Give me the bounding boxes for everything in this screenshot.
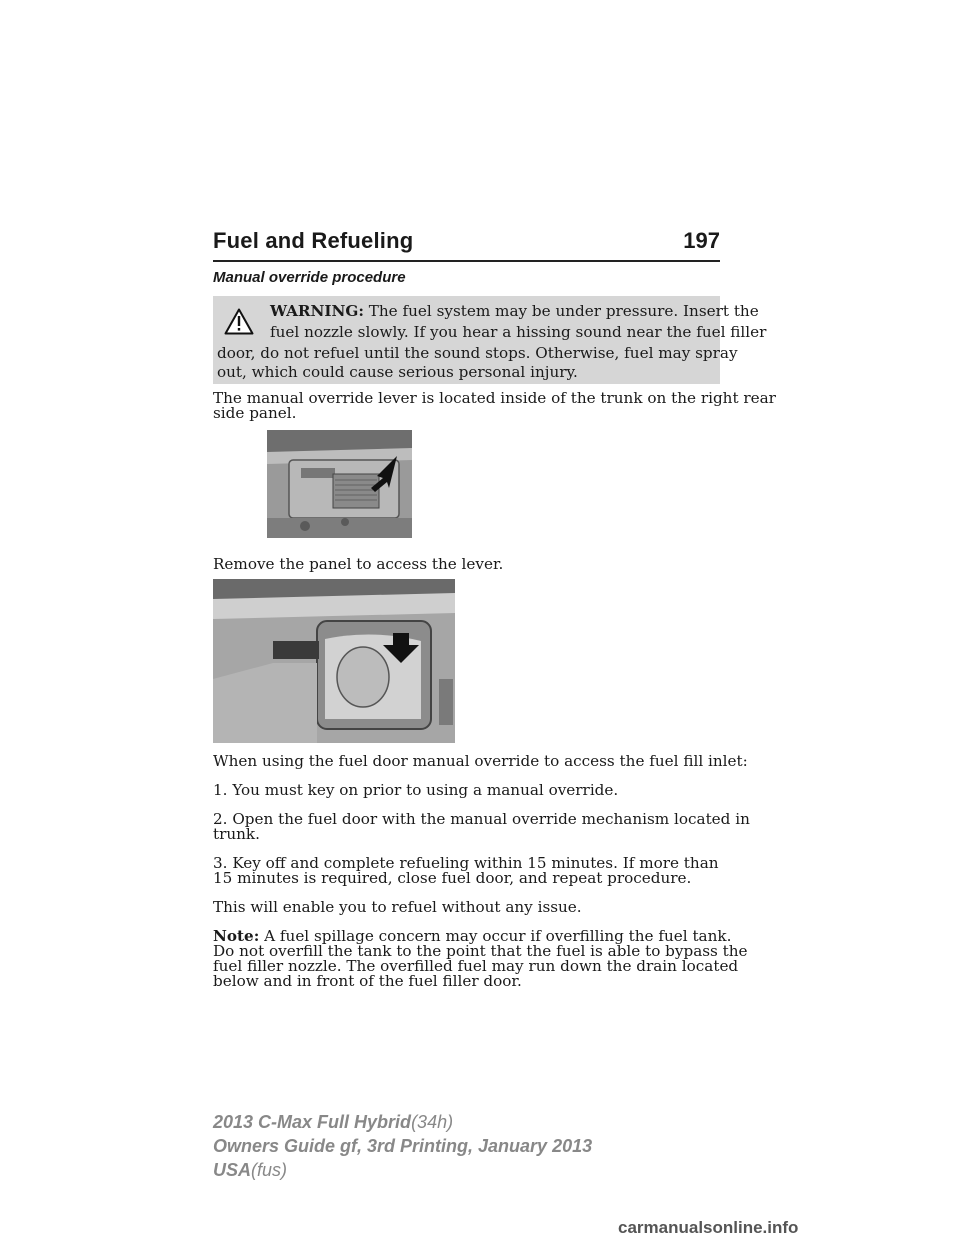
trunk-side-panel-image [267, 430, 412, 538]
section-title: Fuel and Refueling [213, 228, 414, 253]
step-2-line-1: 2. Open the fuel door with the manual override mechanism located in [213, 810, 750, 828]
warning-label: WARNING: [270, 302, 364, 320]
watermark: carmanualsonline.info [618, 1218, 799, 1237]
header-divider [213, 260, 720, 262]
step-3-line-2: 15 minutes is required, close fuel door, and repeat procedure. [213, 869, 692, 887]
note-text: A fuel spillage concern may occur if overfilling the fuel tank. [264, 927, 732, 945]
remove-panel-text: Remove the panel to access the lever. [213, 555, 504, 573]
note-line-4: below and in front of the fuel filler door. [213, 972, 522, 990]
step-2-line-2: trunk. [213, 825, 260, 843]
refuel-summary: This will enable you to refuel without any issue. [213, 898, 582, 916]
footer-region [213, 1160, 287, 1181]
instructions-intro: When using the fuel door manual override to access the fuel fill inlet: [213, 752, 748, 770]
warning-line-4: out, which could cause serious personal injury. [217, 363, 578, 381]
override-lever-image [213, 579, 455, 743]
procedure-heading: Manual override procedure [213, 269, 406, 286]
footer-model-name: 2013 C-Max Full Hybrid [213, 1112, 412, 1132]
warning-line-2: fuel nozzle slowly. If you hear a hissing sound near the fuel filler [270, 323, 767, 341]
footer-guide: Owners Guide gf, 3rd Printing, January 2013 [213, 1136, 593, 1156]
footer-region-name: USA [213, 1160, 252, 1180]
footer-model-code: (34h) [411, 1112, 454, 1132]
page-number: 197 [683, 228, 720, 253]
warning-text: The fuel system may be under pressure. Insert the [368, 302, 759, 320]
warning-line-3: door, do not refuel until the sound stops. Otherwise, fuel may spray [217, 344, 738, 362]
note-line-2: Do not overfill the tank to the point that the fuel is able to bypass the [213, 942, 748, 960]
note-label: Note: [213, 927, 260, 945]
warning-line-1 [270, 302, 759, 321]
footer-model [213, 1112, 453, 1133]
warning-triangle-icon [224, 308, 254, 335]
step-3-line-1: 3. Key off and complete refueling within 15 minutes. If more than [213, 854, 719, 872]
step-1: 1. You must key on prior to using a manual override. [213, 781, 619, 799]
override-location-line-1: The manual override lever is located inside of the trunk on the right rear [213, 389, 776, 407]
override-location-line-2: side panel. [213, 404, 297, 422]
note-line-3: fuel filler nozzle. The overfilled fuel may run down the drain located [213, 957, 739, 975]
footer-region-code: (fus) [251, 1160, 288, 1180]
